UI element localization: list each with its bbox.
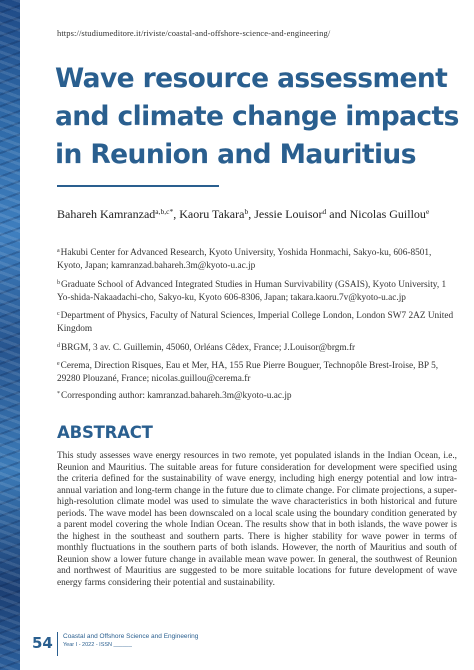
author-name: Nicolas Guillou [349, 207, 426, 221]
affiliation-mark: c [57, 311, 60, 317]
affiliation-text: Hakubi Center for Advanced Research, Kyoto University, Yoshida Honmachi, Sakyo-ku, 606-8501, Kyoto, Japan; kamranzad.bahareh.3m@kyoto-u.ac.jp [57, 248, 432, 271]
author-name: Bahareh Kamranzad [57, 207, 156, 221]
affiliation-mark: e [57, 361, 60, 367]
author-marks: d [322, 207, 327, 216]
abstract-heading: ABSTRACT [57, 423, 153, 442]
author-name: Kaoru Takara [179, 207, 245, 221]
author-separator: , [248, 207, 255, 221]
author-name: Jessie Louisor [254, 207, 323, 221]
author-marks: e [425, 207, 430, 216]
page-edge [469, 0, 474, 670]
title-divider [57, 185, 219, 187]
affiliation-text: Department of Physics, Faculty of Natural Sciences, Imperial College London, London SW7 2AZ United Kingdom [57, 311, 454, 334]
affiliation-mark: d [57, 342, 60, 349]
affiliation-item [57, 245, 457, 273]
affiliation-mark: b [57, 279, 60, 286]
affiliation-item [57, 277, 457, 305]
affiliation-mark: a [57, 248, 60, 254]
affiliation-list [57, 245, 457, 390]
author-separator: , [173, 207, 180, 221]
author-list [57, 205, 457, 222]
affiliation-text: BRGM, 3 av. C. Guillemin, 45060, Orléans Cêdex, France; J.Louisor@brgm.fr [61, 342, 356, 353]
footer-divider [57, 632, 58, 656]
affiliation-item [57, 358, 457, 386]
author-separator: and [326, 207, 350, 221]
affiliation-item [57, 340, 457, 355]
affiliation-text: Cerema, Direction Risques, Eau et Mer, HA, 155 Rue Pierre Bouguer, Technopôle Brest-Iroise, BP 5, 29280 Plouzané, France; nicolas.guillou@cerema.fr [57, 361, 439, 384]
page-number: 54 [32, 634, 53, 652]
corresponding-mark: * [57, 391, 60, 397]
author-marks: b [244, 207, 249, 216]
article-title: Wave resource assessment and climate change impacts in Reunion and Mauritius [55, 63, 459, 170]
affiliation-text: Graduate School of Advanced Integrated Studies in Human Survivability (GSAIS), Kyoto University, 1 Yo-shida-Nakaadachi-cho, Sakyo-ku, Kyoto 606-8306, Japan; takara.kaoru.7v@kyoto-u.ac.jp [57, 279, 447, 303]
cover-wave-strip [0, 0, 20, 670]
corresponding-text: Corresponding author: kamranzad.bahareh.3m@kyoto-u.ac.jp [61, 391, 292, 401]
abstract-text: This study assesses wave energy resources in two remote, yet populated islands in the Indian Ocean, i.e., Reunion and Mauritius. The suitable areas for future consideration for development were specified using the criteria defined for the sustainability of wave energy, including high energy potential and low intra-annual variation and long-term change in the future due to climate change. For climate projections, a super-high-resolution climate model was used to simulate the wave characteristics in both historical and future periods. The wave model has been downscaled on a local scale using the boundary condition generated by a parent model covering the whole Indian Ocean. The results show that in both islands, the wave power is the highest in the southeast and southern parts. There is higher stability for wave power in terms of monthly fluctuations in the southern parts of both islands. However, the north of Mauritius and south of Reunion show a lower future change in available mean wave power. In general, the southwest of Reunion and northwest of Mauritius are suggested to be more suitable locations for future development of wave energy farms considering their potential and sustainability. [57, 451, 457, 589]
affiliation-item [57, 308, 457, 336]
corresponding-author [57, 388, 457, 403]
footer-issue-info: Year I - 2022 - ISSN ______ [63, 642, 132, 648]
author-marks: a,b,c* [155, 207, 174, 216]
footer-journal-name: Coastal and Offshore Science and Engineering [63, 633, 199, 640]
journal-url-link[interactable]: https://studiumeditore.it/riviste/coastal-and-offshore-science-and-engineering/ [57, 28, 331, 38]
